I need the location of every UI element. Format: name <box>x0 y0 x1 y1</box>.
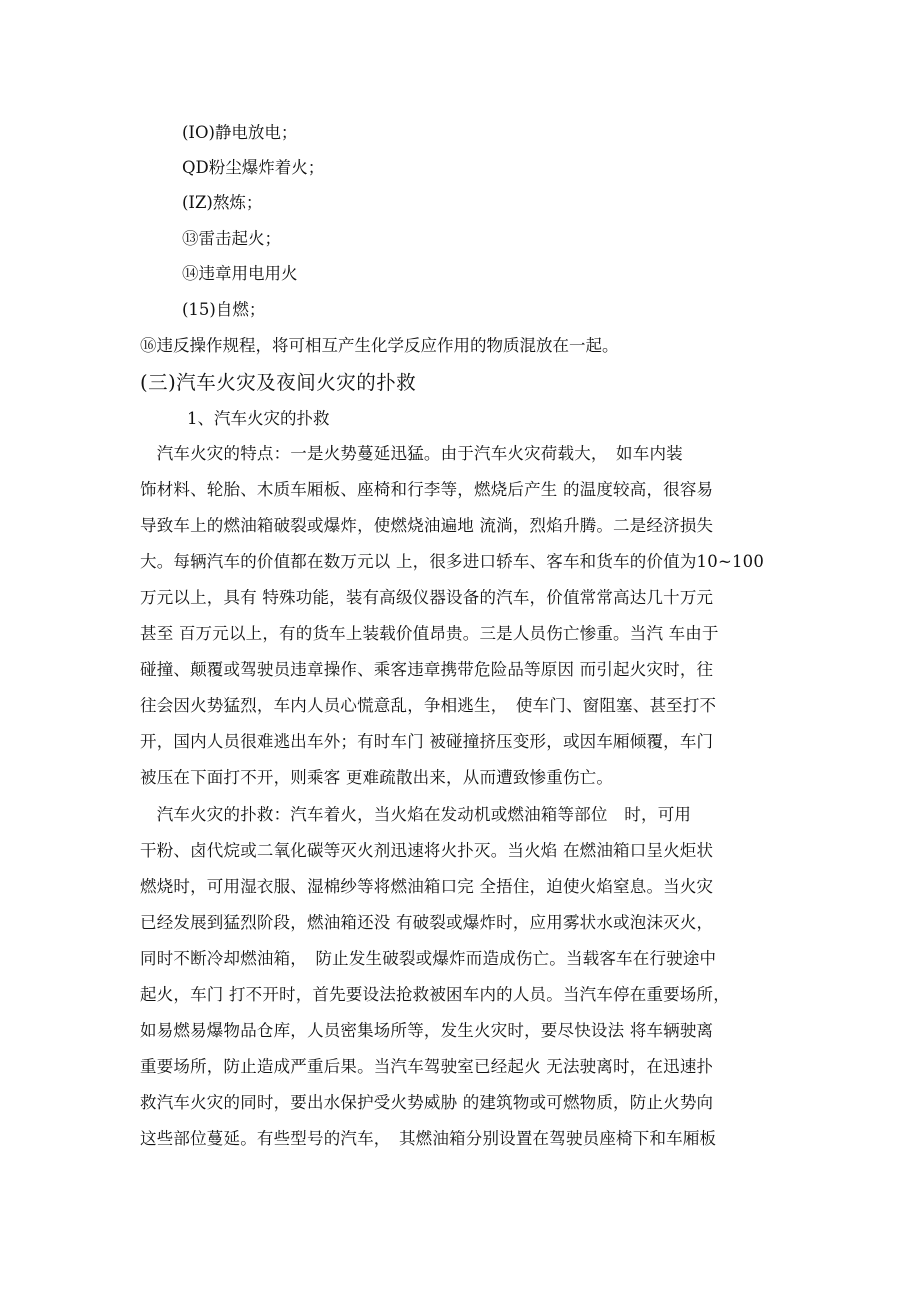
paragraph-line: 开，国内人员很难逃出车外；有时车门 被碰撞挤压变形，或因车厢倾覆，车门 <box>140 732 714 751</box>
list-item-10: (IO)静电放电； <box>182 123 298 142</box>
paragraph-line: 干粉、卤代烷或二氧化碳等灭火剂迅速将火扑灭。当火焰 在燃油箱口呈火炬状 <box>140 841 714 860</box>
list-item-14: ⑭违章用电用火 <box>182 264 298 283</box>
paragraph-line: 饰材料、轮胎、木质车厢板、座椅和行李等，燃烧后产生 的温度较高，很容易 <box>140 480 714 499</box>
paragraph-line: 燃烧时，可用湿衣服、湿棉纱等将燃油箱口完 全捂住，迫使火焰窒息。当火灾 <box>140 877 714 896</box>
list-item-13: ⑬雷击起火； <box>182 229 281 248</box>
paragraph-line: 往会因火势猛烈，车内人员心慌意乱，争相逃生， 使车门、窗阻塞、甚至打不 <box>140 696 717 715</box>
paragraph-line: 这些部位蔓延。有些型号的汽车， 其燃油箱分别设置在驾驶员座椅下和车厢板 <box>140 1129 717 1148</box>
paragraph-line: 已经发展到猛烈阶段，燃油箱还没 有破裂或爆炸时，应用雾状水或泡沫灭火， <box>140 913 714 932</box>
paragraph-line: 导致车上的燃油箱破裂或爆炸，使燃烧油遍地 流淌，烈焰升腾。二是经济损失 <box>140 516 714 535</box>
section-heading: (三)汽车火灾及夜间火灾的扑救 <box>140 371 417 394</box>
list-item-12: (IZ)熬炼； <box>182 193 263 212</box>
paragraph-line: 甚至 百万元以上，有的货车上装载价值昂贵。三是人员伤亡惨重。当汽 车由于 <box>140 624 719 643</box>
paragraph-line: 汽车火灾的扑救：汽车着火，当火焰在发动机或燃油箱等部位 时，可用 <box>140 805 692 824</box>
paragraph-line: 重要场所，防止造成严重后果。当汽车驾驶室已经起火 无法驶离时，在迅速扑 <box>140 1057 714 1076</box>
paragraph-line: 被压在下面打不开，则乘客 更难疏散出来，从而遭致惨重伤亡。 <box>140 768 614 787</box>
subsection-heading: 1、汽车火灾的扑救 <box>187 409 330 428</box>
paragraph-line: 大。每辆汽车的价值都在数万元以 上，很多进口轿车、客车和货车的价值为10~100 <box>140 552 765 571</box>
paragraph-line: 救汽车火灾的同时，要出水保护受火势威胁 的建筑物或可燃物质，防止火势向 <box>140 1093 714 1112</box>
list-item-11: QD粉尘爆炸着火； <box>182 158 325 177</box>
paragraph-line: 万元以上，具有 特殊功能，装有高级仪器设备的汽车，价值常常高达几十万元 <box>140 588 714 607</box>
list-item-16: ⑯违反操作规程，将可相互产生化学反应作用的物质混放在一起。 <box>140 336 619 355</box>
paragraph-line: 碰撞、颠覆或驾驶员违章操作、乘客违章携带危险品等原因 而引起火灾时，往 <box>140 660 714 679</box>
paragraph-line: 汽车火灾的特点：一是火势蔓延迅猛。由于汽车火灾荷载大， 如车内装 <box>140 444 683 463</box>
paragraph-line: 起火，车门 打不开时，首先要设法抢救被困车内的人员。当汽车停在重要场所， <box>140 985 730 1004</box>
paragraph-line: 如易燃易爆物品仓库，人员密集场所等，发生火灾时，要尽快设法 将车辆驶离 <box>140 1021 714 1040</box>
list-item-15: (15)自燃； <box>182 300 266 319</box>
paragraph-line: 同时不断冷却燃油箱， 防止发生破裂或爆炸而造成伤亡。当载客车在行驶途中 <box>140 949 717 968</box>
